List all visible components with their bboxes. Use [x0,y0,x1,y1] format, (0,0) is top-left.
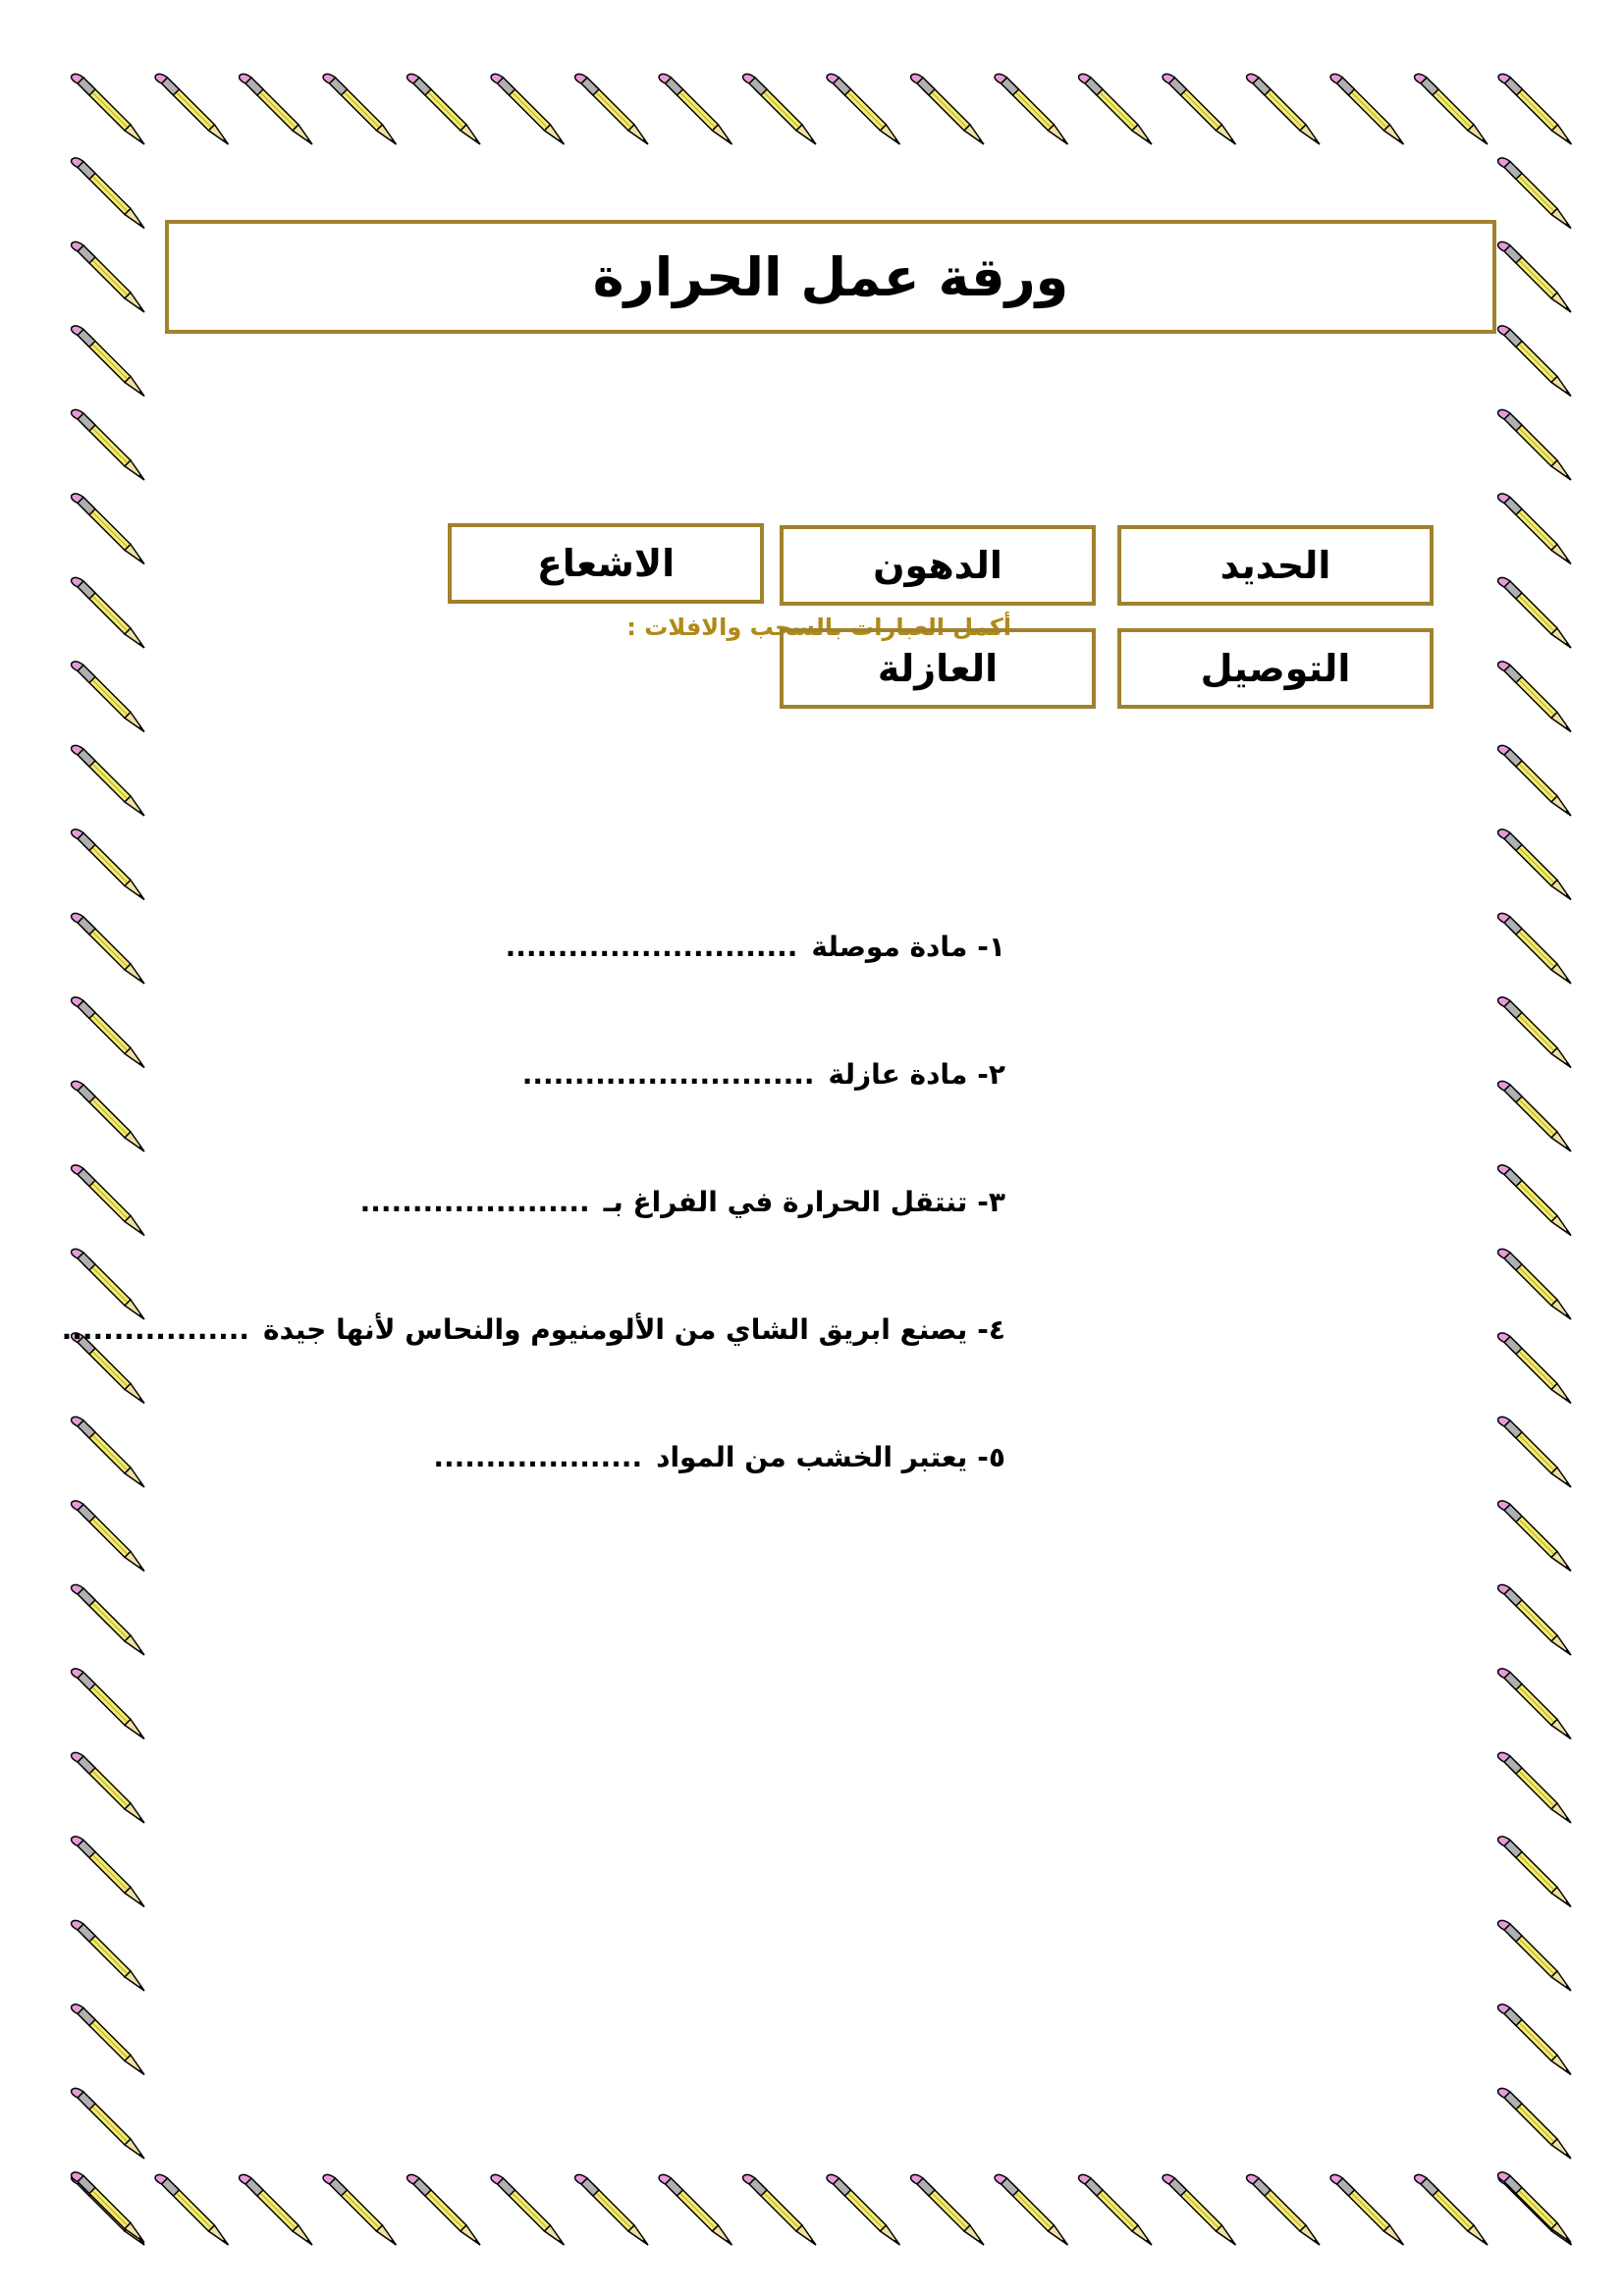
pencil-icon [575,2174,648,2245]
pencil-icon [72,1584,144,1655]
pencil-icon [1498,494,1571,564]
pencil-icon [575,74,648,144]
question-5 [433,1441,1005,1473]
answer-blank[interactable]: ............................ [505,931,798,963]
answer-blank[interactable]: ...................... [359,1186,590,1218]
question-3 [360,1186,1005,1218]
pencil-icon [1498,1920,1571,1991]
pencil-icon [1498,158,1571,229]
question-2 [522,1058,1005,1091]
pencil-icon [72,326,144,397]
answer-blank[interactable]: ............................ [521,1058,815,1091]
pencil-icon [1079,2174,1152,2245]
word-card-fats[interactable] [780,525,1096,606]
pencil-icon [155,2174,228,2245]
pencil-icon [1247,74,1320,144]
pencil-icon [407,74,480,144]
question-text: تنتقل الحرارة في الفراغ بـ [603,1186,968,1218]
pencil-icon [72,577,144,648]
answer-blank[interactable]: .................... [433,1441,643,1473]
pencil-icon [743,2174,816,2245]
pencil-icon [72,1837,144,1907]
pencil-icon [72,745,144,816]
pencil-icon [1498,577,1571,648]
pencil-icon [1163,74,1235,144]
pencil-icon [72,1752,144,1823]
pencil-icon [1498,1333,1571,1404]
pencil-icon [72,997,144,1068]
pencil-icon [72,1416,144,1487]
question-text: يصنع ابريق الشاي من الألومنيوم والنحاس لأنها جيدة [263,1313,968,1346]
pencil-icon [1498,745,1571,816]
question-1 [506,931,1005,963]
word-card-iron[interactable] [1117,525,1434,606]
question-number: ٣- [977,1186,1005,1218]
pencil-icon [911,74,984,144]
pencil-icon [1498,913,1571,984]
pencil-icon [72,1249,144,1319]
pencil-icon [72,1081,144,1151]
title-box [165,220,1496,334]
pencil-icon [1498,2004,1571,2075]
pencil-icon [1498,1837,1571,1907]
word-card-label: العازلة [877,647,999,690]
question-4 [62,1313,1005,1346]
word-card-label: الاشعاع [536,542,676,585]
pencil-icon [1498,1501,1571,1572]
question-text: مادة عازلة [828,1058,968,1091]
pencil-icon [911,2174,984,2245]
pencil-icon [1498,1669,1571,1739]
pencil-icon [72,1669,144,1739]
pencil-icon [72,158,144,229]
question-text: يعتبر الخشب من المواد [656,1441,968,1473]
pencil-icon [72,2088,144,2159]
pencil-icon [827,74,899,144]
pencil-icon [1079,74,1152,144]
pencil-icon [1498,1416,1571,1487]
pencil-icon [659,74,731,144]
pencil-icon [72,829,144,900]
question-number: ٢- [977,1058,1005,1091]
pencil-icon [1498,2088,1571,2159]
pencil-icon [491,74,564,144]
pencil-icon [659,2174,731,2245]
question-number: ٤- [977,1313,1005,1346]
pencil-icon [72,494,144,564]
pencil-icon [995,74,1067,144]
pencil-icon [72,74,144,144]
pencil-icon [72,2004,144,2075]
pencil-icon [72,1501,144,1572]
pencil-icon [1498,326,1571,397]
question-text: مادة موصلة [811,931,968,963]
pencil-icon [1498,1165,1571,1236]
pencil-icon [743,74,816,144]
word-card-insulating[interactable] [780,628,1096,709]
word-card-conduction[interactable] [1117,628,1434,709]
pencil-icon [323,74,396,144]
answer-blank[interactable]: .................. [61,1313,250,1346]
pencil-icon [1330,2174,1403,2245]
word-card-label: الدهون [873,544,1002,587]
pencil-icon [407,2174,480,2245]
pencil-icon [1415,2174,1488,2245]
pencil-icon [827,2174,899,2245]
pencil-icon [240,74,312,144]
pencil-icon [240,2174,312,2245]
question-number: ٥- [977,1441,1005,1473]
pencil-icon [323,2174,396,2245]
pencil-icon [72,409,144,480]
pencil-icon [1498,2172,1571,2243]
question-number: ١- [977,931,1005,963]
pencil-icon [1498,1752,1571,1823]
pencil-icon [995,2174,1067,2245]
word-card-label: الحديد [1219,544,1331,587]
pencil-icon [1498,1584,1571,1655]
pencil-icon [72,2172,144,2243]
pencil-icon [1330,74,1403,144]
pencil-icon [155,74,228,144]
pencil-icon [1498,997,1571,1068]
pencil-icon [1163,2174,1235,2245]
page-title: ورقة عمل الحرارة [592,245,1069,308]
pencil-icon [1247,2174,1320,2245]
pencil-icon [1498,1081,1571,1151]
pencil-icon [72,241,144,312]
pencil-icon [1498,74,1571,144]
word-card-radiation[interactable] [448,523,764,604]
pencil-icon [1415,74,1488,144]
pencil-icon [1498,1249,1571,1319]
instruction-text: أكمل العبارات بالسحب والافلات : [626,614,1011,641]
pencil-icon [1498,241,1571,312]
pencil-icon [72,1920,144,1991]
word-card-label: التوصيل [1200,647,1351,690]
pencil-icon [72,1165,144,1236]
pencil-icon [72,913,144,984]
pencil-icon [1498,662,1571,732]
pencil-icon [72,662,144,732]
pencil-icon [1498,829,1571,900]
pencil-icon [1498,409,1571,480]
pencil-icon [491,2174,564,2245]
